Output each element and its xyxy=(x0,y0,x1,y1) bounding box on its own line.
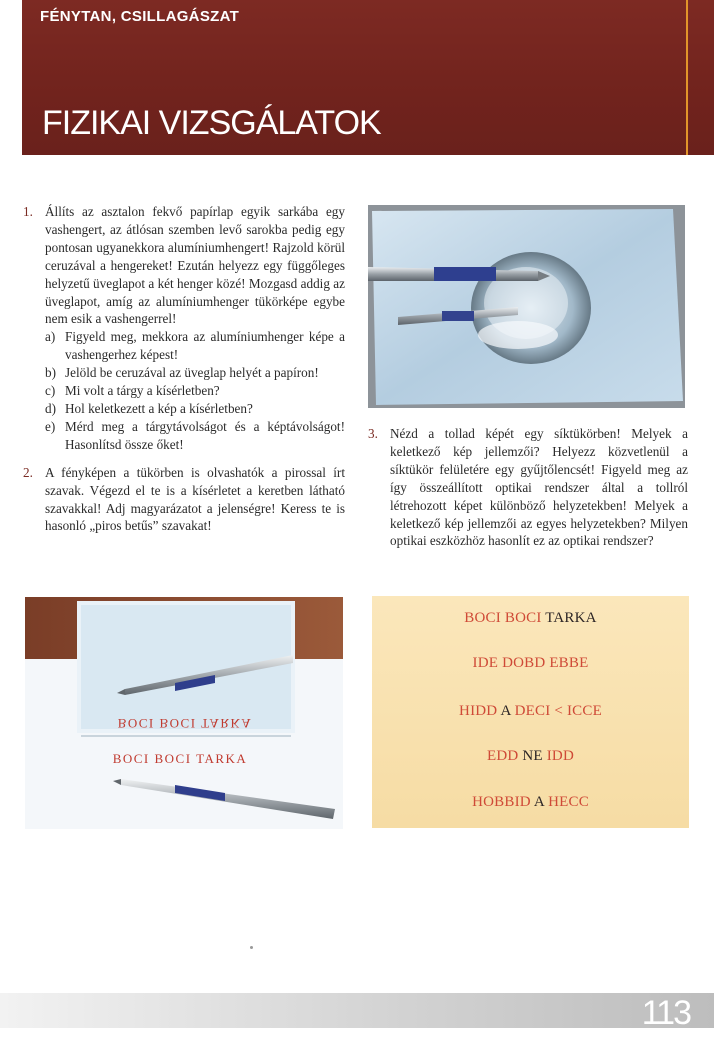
mirror-photo-illustration xyxy=(25,597,343,829)
subitem: a) Figyeld meg, mekkora az alumíniumhenger képe a vashengerhez képest! xyxy=(45,329,345,363)
word-line: HIDD A DECI < ICCE xyxy=(459,703,602,719)
header-accent-line xyxy=(686,0,688,155)
lens-photo-illustration xyxy=(368,205,685,408)
subitem-list xyxy=(45,328,345,453)
section-label: FÉNYTAN, CSILLAGÁSZAT xyxy=(40,8,240,25)
task-text: Állíts az asztalon fekvő papírlap egyik sarkába egy vashengert, az átlósan szemben levő sarokba pedig egy pontosan ugyanekkora alumíniumhengert! Rajzold körül ceruzával a hengereket! Ezután helyezz egy függőleges helyzetű üveglapot a két henger közé! Mozgasd addig az üveglapot, amíg az alumíniumhenger tükörképe egybe nem esik a vashengerrel! xyxy=(45,204,345,327)
page-number: 113 xyxy=(641,994,690,1032)
task-number: 3. xyxy=(368,426,378,441)
left-column xyxy=(23,203,345,545)
speck-mark xyxy=(250,946,253,949)
task-text: A fényképen a tükörben is olvashatók a pirossal írt szavak. Végezd el te is a kísérletet a keretben látható szavakkal! Adj magyarázatot a jelenségre! Keress te is hasonló „piros betűs” szavakat! xyxy=(45,464,345,534)
reflected-words: BOCI BOCI TARKA xyxy=(117,716,253,731)
mirror-words-photo xyxy=(25,597,343,829)
chapter-header xyxy=(22,0,714,155)
word-line: IDE DOBD EBBE xyxy=(472,655,589,671)
task-1 xyxy=(23,203,345,454)
task-number: 1. xyxy=(23,204,33,219)
page-title: FIZIKAI VIZSGÁLATOK xyxy=(42,104,381,142)
subitem: e) Mérd meg a tárgytávolságot és a képtávolságot! Hasonlítsd össze őket! xyxy=(45,418,345,452)
task-3 xyxy=(368,425,688,550)
subitem: c) Mi volt a tárgy a kísérletben? xyxy=(45,383,220,399)
word-box xyxy=(372,596,689,828)
task-text: Nézd a tollad képét egy síktükörben! Melyek a keletkező kép jellemzői? Helyezz közvetlenül a síktükör felületére egy gyűjtőlencsét! Figyeld meg az így összeállított optikai rendszer által a tollról létrehozott képet különböző helyzetekben! Melyek a keletkező kép jellemzői az egyes helyzetekben? Milyen optikai eszközhöz hasonlít ez az optikai rendszer? xyxy=(390,426,688,549)
task-number: 2. xyxy=(23,464,33,480)
word-line: BOCI BOCI TARKA xyxy=(464,610,597,626)
task-2 xyxy=(23,464,345,536)
footer-bar xyxy=(0,993,714,1028)
real-words: BOCI BOCI TARKA xyxy=(112,751,248,766)
right-column xyxy=(368,425,688,560)
lens-mirror-photo xyxy=(368,205,685,408)
word-line: EDD NE IDD xyxy=(486,748,574,764)
subitem: b) Jelöld be ceruzával az üveglap helyét a papíron! xyxy=(45,365,319,381)
word-line: HOBBID A HECC xyxy=(472,794,589,810)
subitem: d) Hol keletkezett a kép a kísérletben? xyxy=(45,400,253,416)
